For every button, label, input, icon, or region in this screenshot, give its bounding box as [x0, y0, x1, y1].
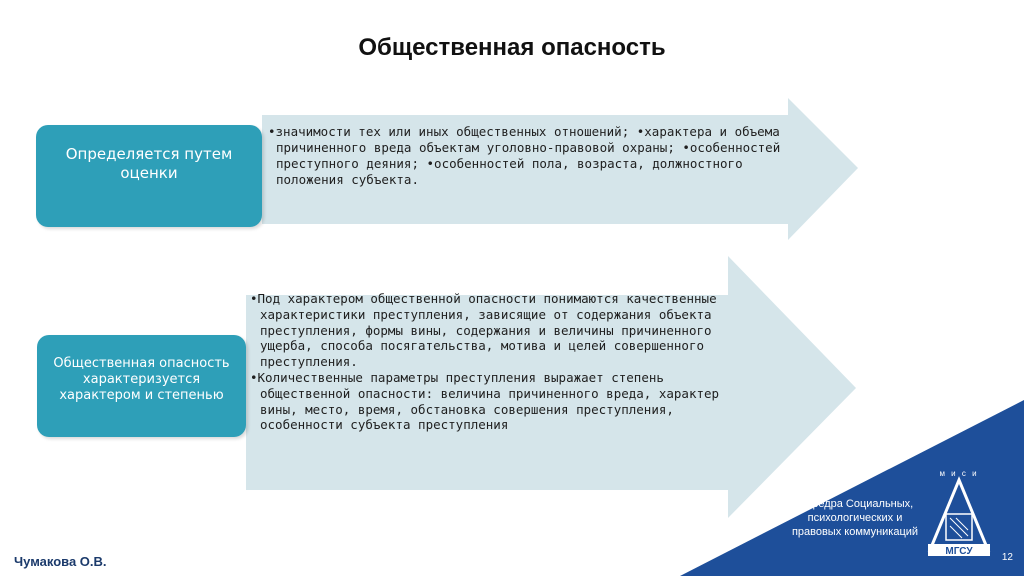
block2-label-box — [37, 335, 246, 437]
logo-top-text: м и с и — [939, 469, 979, 478]
department-name: Кафедра Социальных, психологических и правовых коммуникаций — [791, 498, 919, 538]
slide-title: Общественная опасность — [358, 34, 666, 61]
author-name: Чумакова О.В. — [14, 554, 107, 569]
page-number: 12 — [1001, 552, 1013, 563]
block2-label: Общественная опасность характеризуется характером и степенью — [53, 356, 230, 403]
mgsu-logo-icon — [926, 466, 992, 558]
block1-label: Определяется путем оценки — [65, 145, 233, 182]
block1-label-box — [36, 125, 262, 227]
block2-item-1: •Под характером общественной опасности понимаются качественные характеристики преступления, зависящие от содержания объекта преступления, формы вины, содержания и величины причиненного ущерба, способа посягательства, мотива и целей совершенного преступления. — [250, 291, 717, 370]
block1-item: •значимости тех или иных общественных отношений; •характера и объема причиненного вреда объектам уголовно-правовой охраны; •особенностей преступного деяния; •особенностей пола, возраста, должностного положения субъекта. — [268, 124, 781, 187]
block2-text — [250, 291, 750, 433]
logo-bottom-text: МГСУ — [945, 546, 973, 557]
block2-item-2: •Количественные параметры преступления выражает степень общественной опасности: величина причиненного вреда, характер вины, место, время, обстановка совершения преступления, особенности субъекта преступления — [250, 369, 720, 433]
block1-text — [268, 124, 808, 188]
